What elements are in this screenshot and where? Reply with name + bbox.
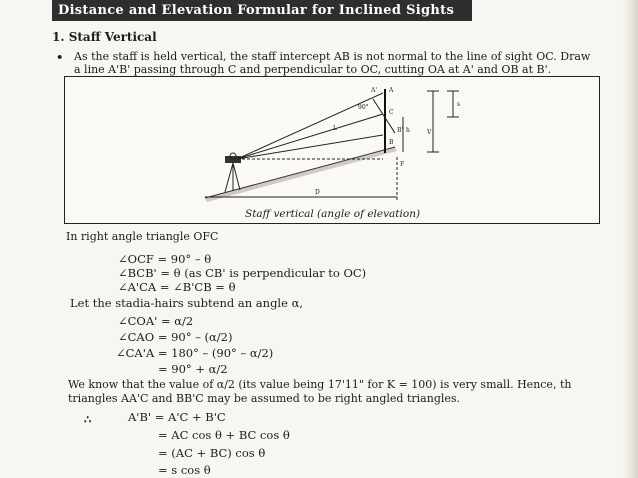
stadia-statement: Let the stadia-hairs subtend an angle α, [70,296,303,310]
equation-bcb: ∠BCB' = θ (as CB' is perpendicular to OC) [118,266,367,280]
figure-diagram [65,77,601,225]
label-h: h [406,127,410,134]
equation-cos-1: = AC cos θ + BC cos θ [158,428,290,442]
derivation-intro: In right angle triangle OFC [66,230,219,243]
therefore-symbol: ∴ [84,412,92,426]
section-number: 1. [52,30,65,44]
label-d: D [315,189,320,196]
page-title: Distance and Elevation Formular for Inclined Sights [52,0,472,21]
label-s: s [457,101,461,108]
label-a: A [389,87,394,94]
label-b-prime: B' [397,127,404,134]
equation-cos-2: = (AC + BC) cos θ [158,446,266,460]
note-line-1: We know that the value of α/2 (its value being 17'11" for K = 100) is very small. Hence, th [68,378,572,391]
equation-cos-3: = s cos θ [158,463,211,477]
bullet-point: • [56,50,64,64]
equation-ocf: ∠OCF = 90° – θ [118,252,212,266]
label-a-prime: A' [371,87,377,94]
equation-caa: ∠CA'A = 180° – (90° – α/2) [116,346,274,360]
sight-line-oa [237,93,383,159]
intro-line-2: a line A'B' passing through C and perpendicular to OC, cutting OA at A' and OB at B'. [74,63,552,76]
equation-coa: ∠COA' = α/2 [118,314,194,328]
section-title: Staff Vertical [68,30,157,44]
ground-slope [205,147,397,202]
label-l: L [333,125,337,132]
label-b: B [389,139,394,146]
staff-vertical-figure [64,76,600,224]
section-heading [52,30,157,44]
note-line-2: triangles AA'C and BB'C may be assumed to be right angled triangles. [68,392,461,405]
equation-ab: A'B' = A'C + B'C [128,410,226,424]
equation-result: = 90° + α/2 [158,362,228,376]
label-angle: 90° [358,104,369,111]
page-edge [622,0,638,478]
label-f: F [400,161,405,168]
intro-line-1: As the staff is held vertical, the staff intercept AB is not normal to the line of sight OC. Draw [74,50,591,63]
label-v: V [427,129,432,136]
sight-line-oc [237,114,383,159]
figure-caption: Staff vertical (angle of elevation) [245,208,421,220]
equation-acat: ∠A'CA = ∠B'CB = θ [118,280,236,294]
equation-cao: ∠CAO = 90° – (α/2) [118,330,233,344]
sight-line-ob [237,135,383,159]
label-c: C [389,109,394,116]
